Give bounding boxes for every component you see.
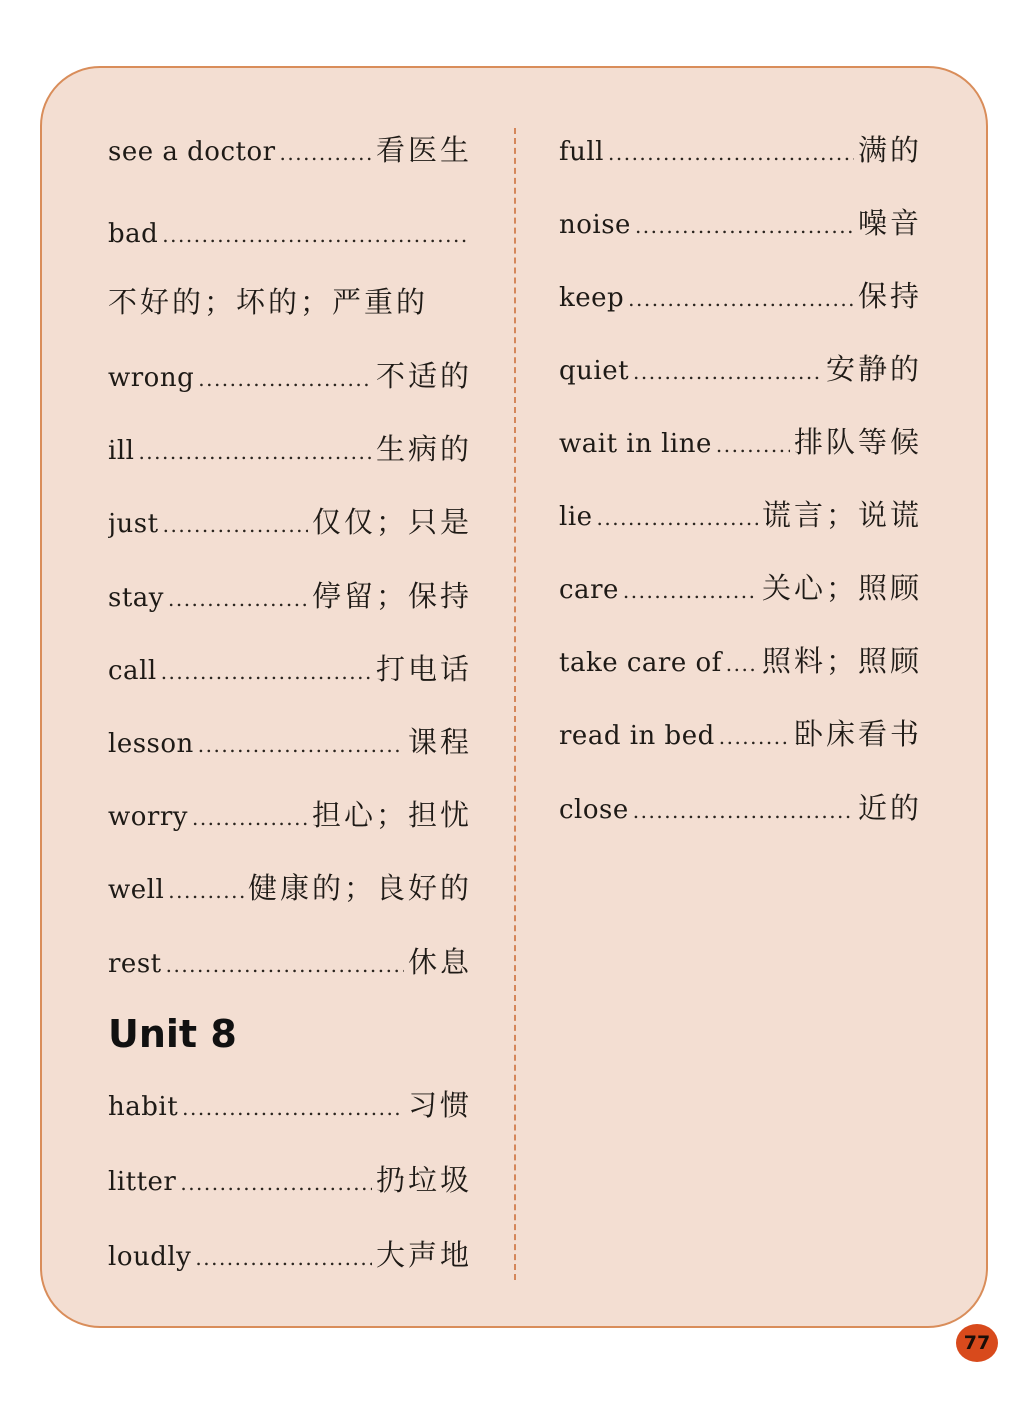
dot-leader: [161, 654, 372, 690]
english-word: take care of: [559, 648, 722, 678]
english-word: worry: [108, 802, 188, 832]
chinese-meaning: 停留；保持: [311, 579, 472, 613]
dot-leader: [182, 1090, 404, 1126]
chinese-meaning: 关心；照顾: [761, 571, 922, 605]
dot-leader: [198, 361, 372, 397]
chinese-meaning: 谎言；说谎: [761, 498, 922, 532]
dot-leader: [628, 281, 854, 317]
chinese-meaning: 安静的: [825, 352, 922, 386]
bad-meaning: 不好的；坏的；严重的: [108, 285, 429, 319]
vocab-entry: [559, 205, 922, 244]
english-word: bad: [108, 219, 159, 249]
chinese-meaning: 看医生: [375, 133, 472, 167]
chinese-meaning: 卧床看书: [793, 717, 922, 751]
english-word: see a doctor: [108, 137, 276, 167]
english-word: read in bed: [559, 721, 715, 751]
dot-leader: [198, 727, 404, 763]
dot-leader: [635, 208, 854, 244]
dot-leader: [166, 947, 404, 983]
vocab-entry: [108, 132, 472, 171]
chinese-meaning: 打电话: [375, 652, 472, 686]
english-word: wrong: [108, 363, 195, 393]
vocab-entry: [108, 578, 472, 617]
unit-heading: Unit 8: [108, 1012, 237, 1056]
vocab-entry: [559, 351, 922, 390]
english-word: habit: [108, 1092, 179, 1122]
dot-leader: [168, 873, 244, 909]
chinese-meaning: 扔垃圾: [375, 1163, 472, 1197]
dot-leader: [163, 507, 308, 543]
english-word: full: [559, 137, 604, 167]
vocab-entry: [559, 278, 922, 317]
chinese-meaning: 大声地: [375, 1238, 472, 1272]
vocab-entry: [108, 1237, 472, 1276]
english-word: well: [108, 875, 165, 905]
english-word: noise: [559, 210, 631, 240]
vocab-entry: [108, 870, 472, 909]
english-word: care: [559, 575, 619, 605]
chinese-meaning: 排队等候: [793, 425, 922, 459]
english-word: call: [108, 656, 157, 686]
vocab-entry: [559, 424, 922, 463]
chinese-meaning: 满的: [857, 133, 922, 167]
english-word: litter: [108, 1167, 177, 1197]
chinese-meaning: 生病的: [375, 432, 472, 466]
chinese-meaning: 不适的: [375, 359, 472, 393]
english-word: ill: [108, 436, 135, 466]
dot-leader: [726, 646, 758, 682]
english-word: loudly: [108, 1242, 192, 1272]
dot-leader: [633, 793, 854, 829]
chinese-meaning: 照料；照顾: [761, 644, 922, 678]
english-word: lesson: [108, 729, 194, 759]
dot-leader: [138, 434, 372, 470]
vocab-entry: [559, 790, 922, 829]
dot-leader: [280, 135, 372, 171]
english-word: rest: [108, 949, 162, 979]
chinese-meaning: 噪音: [857, 206, 922, 240]
vocab-entry: [108, 1162, 472, 1201]
vocab-entry: [108, 651, 472, 690]
chinese-meaning: 休息: [407, 945, 472, 979]
chinese-meaning: 健康的；良好的: [247, 871, 472, 905]
vocab-entry: [559, 643, 922, 682]
vocab-entry: [108, 431, 472, 470]
chinese-meaning: 课程: [407, 725, 472, 759]
chinese-meaning: 习惯: [407, 1088, 472, 1122]
dot-leader: [633, 354, 822, 390]
vocab-entry: [108, 358, 472, 397]
english-word: stay: [108, 583, 164, 613]
english-word: wait in line: [559, 429, 712, 459]
page-number-badge: 77: [956, 1324, 998, 1362]
vocab-entry: [108, 724, 472, 763]
vocab-entry: [108, 797, 472, 836]
dot-leader: [192, 800, 308, 836]
dot-leader: [195, 1240, 372, 1276]
vocab-entry: [108, 1087, 472, 1126]
dot-leader: [180, 1165, 372, 1201]
chinese-meaning: 近的: [857, 791, 922, 825]
chinese-meaning: 仅仅；只是: [311, 505, 472, 539]
dot-leader: [716, 427, 790, 463]
dot-leader: [597, 500, 758, 536]
vocab-entry: [559, 716, 922, 755]
vocab-entry: [559, 570, 922, 609]
dot-leader: [168, 581, 308, 617]
vocab-entry: [108, 504, 472, 543]
vocab-entry: [108, 216, 472, 253]
vocab-entry: [559, 132, 922, 171]
english-word: keep: [559, 283, 625, 313]
vocab-entry: [559, 497, 922, 536]
dot-leader: [162, 217, 468, 253]
english-word: close: [559, 795, 629, 825]
english-word: quiet: [559, 356, 630, 386]
english-word: just: [108, 509, 159, 539]
dot-leader: [623, 573, 758, 609]
chinese-meaning: 保持: [857, 279, 922, 313]
dot-leader: [719, 719, 790, 755]
english-word: lie: [559, 502, 593, 532]
chinese-meaning: 担心；担忧: [311, 798, 472, 832]
vocab-entry: [108, 944, 472, 983]
dot-leader: [608, 135, 854, 171]
column-divider: [514, 128, 516, 1280]
